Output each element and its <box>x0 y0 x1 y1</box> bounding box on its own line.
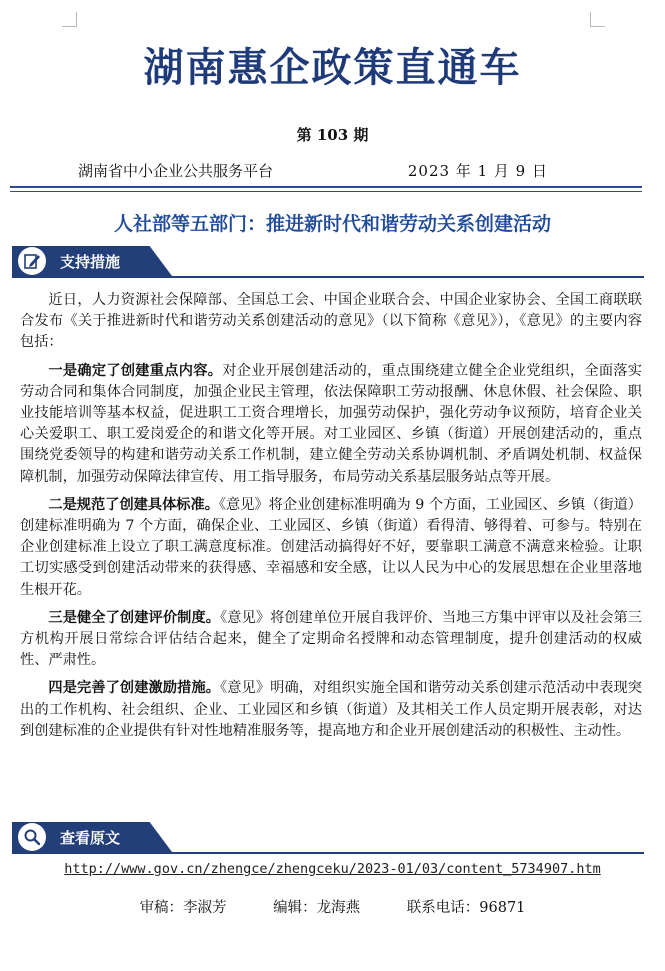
section-label-support: 支持措施 <box>60 253 121 271</box>
point-3-lead: 三是健全了创建评价制度。 <box>48 609 221 626</box>
masthead-title: 湖南惠企政策直通车 <box>143 45 522 91</box>
footer-credits <box>0 896 665 917</box>
point-1 <box>20 361 642 488</box>
point-2-text: 《意见》将企业创建标准明确为 9 个方面，工业园区、乡镇（街道）创建标准明确为 7 个方面，确保企业、工业园区、乡镇（街道）看得清、够得着、可参与。特别在企业创建标准上设立了职工满意度标准。创建活动搞得好不好，要靠职工满意不满意来检验。让职工切实感受到创建活动带来的获得感、幸福感和安全感，让以人民为中心的发展思想在企业里落地生根开花。 <box>20 496 642 598</box>
section-bar-original <box>12 822 644 854</box>
point-1-text: 对企业开展创建活动的，重点围绕建立健全企业党组织，全面落实劳动合同和集体合同制度，加强企业民主管理，依法保障职工劳动报酬、休息休假、社会保险、职业技能培训等基本权益，促进职工工资合理增长，加强劳动保护，强化劳动争议预防，培育企业关心关爱职工、职工爱岗爱企的和谐文化等开展。对工业园区、乡镇（街道）开展创建活动的，重点围绕党委领导的构建和谐劳动关系工作机制，建立健全劳动关系协调机制、矛盾调处机制、权益保障机制，加强劳动保障法律宣传、用工指导服务，布局劳动关系基层服务站点等开展。 <box>20 362 642 485</box>
reviewer-credit: 审稿：李淑芳 <box>139 900 227 916</box>
point-3-text: 《意见》将创建单位开展自我评价、当地三方集中评审以及社会第三方机构开展日常综合评估结合起来，健全了定期命名授牌和动态管理制度，提升创建活动的权威性、严肃性。 <box>20 609 642 669</box>
crop-mark-top-right <box>590 12 605 27</box>
point-2 <box>20 495 642 601</box>
section-label-original: 查看原文 <box>60 829 121 847</box>
contact-phone: 联系电话：96871 <box>406 900 526 916</box>
point-3 <box>20 608 642 672</box>
source-link-row <box>0 861 665 877</box>
publisher-name: 湖南省中小企业公共服务平台 <box>78 162 274 180</box>
publisher-row <box>78 160 548 182</box>
point-4-text: 《意见》明确，对组织实施全国和谐劳动关系创建示范活动中表现突出的工作机构、社会组织、企业、工业园区和乡镇（街道）及其相关工作人员定期开展表彰，对达到创建标准的企业提供有针对性地精准服务等，提高地方和企业开展创建活动的积极性、主动性。 <box>20 680 642 739</box>
point-2-lead: 二是规范了创建具体标准。 <box>48 496 219 513</box>
intro-paragraph: 近日，人力资源社会保障部、全国总工会、中国企业联合会、中国企业家协会、全国工商联联合发布《关于推进新时代和谐劳动关系创建活动的意见》（以下简称《意见》），《意见》的主要内容包括： <box>20 292 642 351</box>
header-rule-thick <box>10 186 642 188</box>
pencil-icon <box>18 247 46 275</box>
source-link[interactable]: http://www.gov.cn/zhengce/zhengceku/2023-01/03/content_5734907.htm <box>64 861 601 877</box>
section-bar-support <box>12 246 644 278</box>
point-1-lead: 一是确定了创建重点内容。 <box>48 362 223 379</box>
point-4 <box>20 678 642 742</box>
header-rule-thin <box>10 191 642 192</box>
magnifier-icon <box>18 823 46 851</box>
issue-number: 第 103 期 <box>296 126 369 144</box>
editor-credit: 编辑：龙海燕 <box>273 900 361 916</box>
section-divider <box>12 276 644 278</box>
section-divider <box>12 852 644 854</box>
publish-date: 2023 年 1 月 9 日 <box>407 162 548 180</box>
crop-mark-top-left <box>62 12 77 27</box>
article-headline: 人社部等五部门：推进新时代和谐劳动关系创建活动 <box>113 213 551 235</box>
article-body <box>20 290 642 749</box>
point-4-lead: 四是完善了创建激励措施。 <box>48 680 221 697</box>
